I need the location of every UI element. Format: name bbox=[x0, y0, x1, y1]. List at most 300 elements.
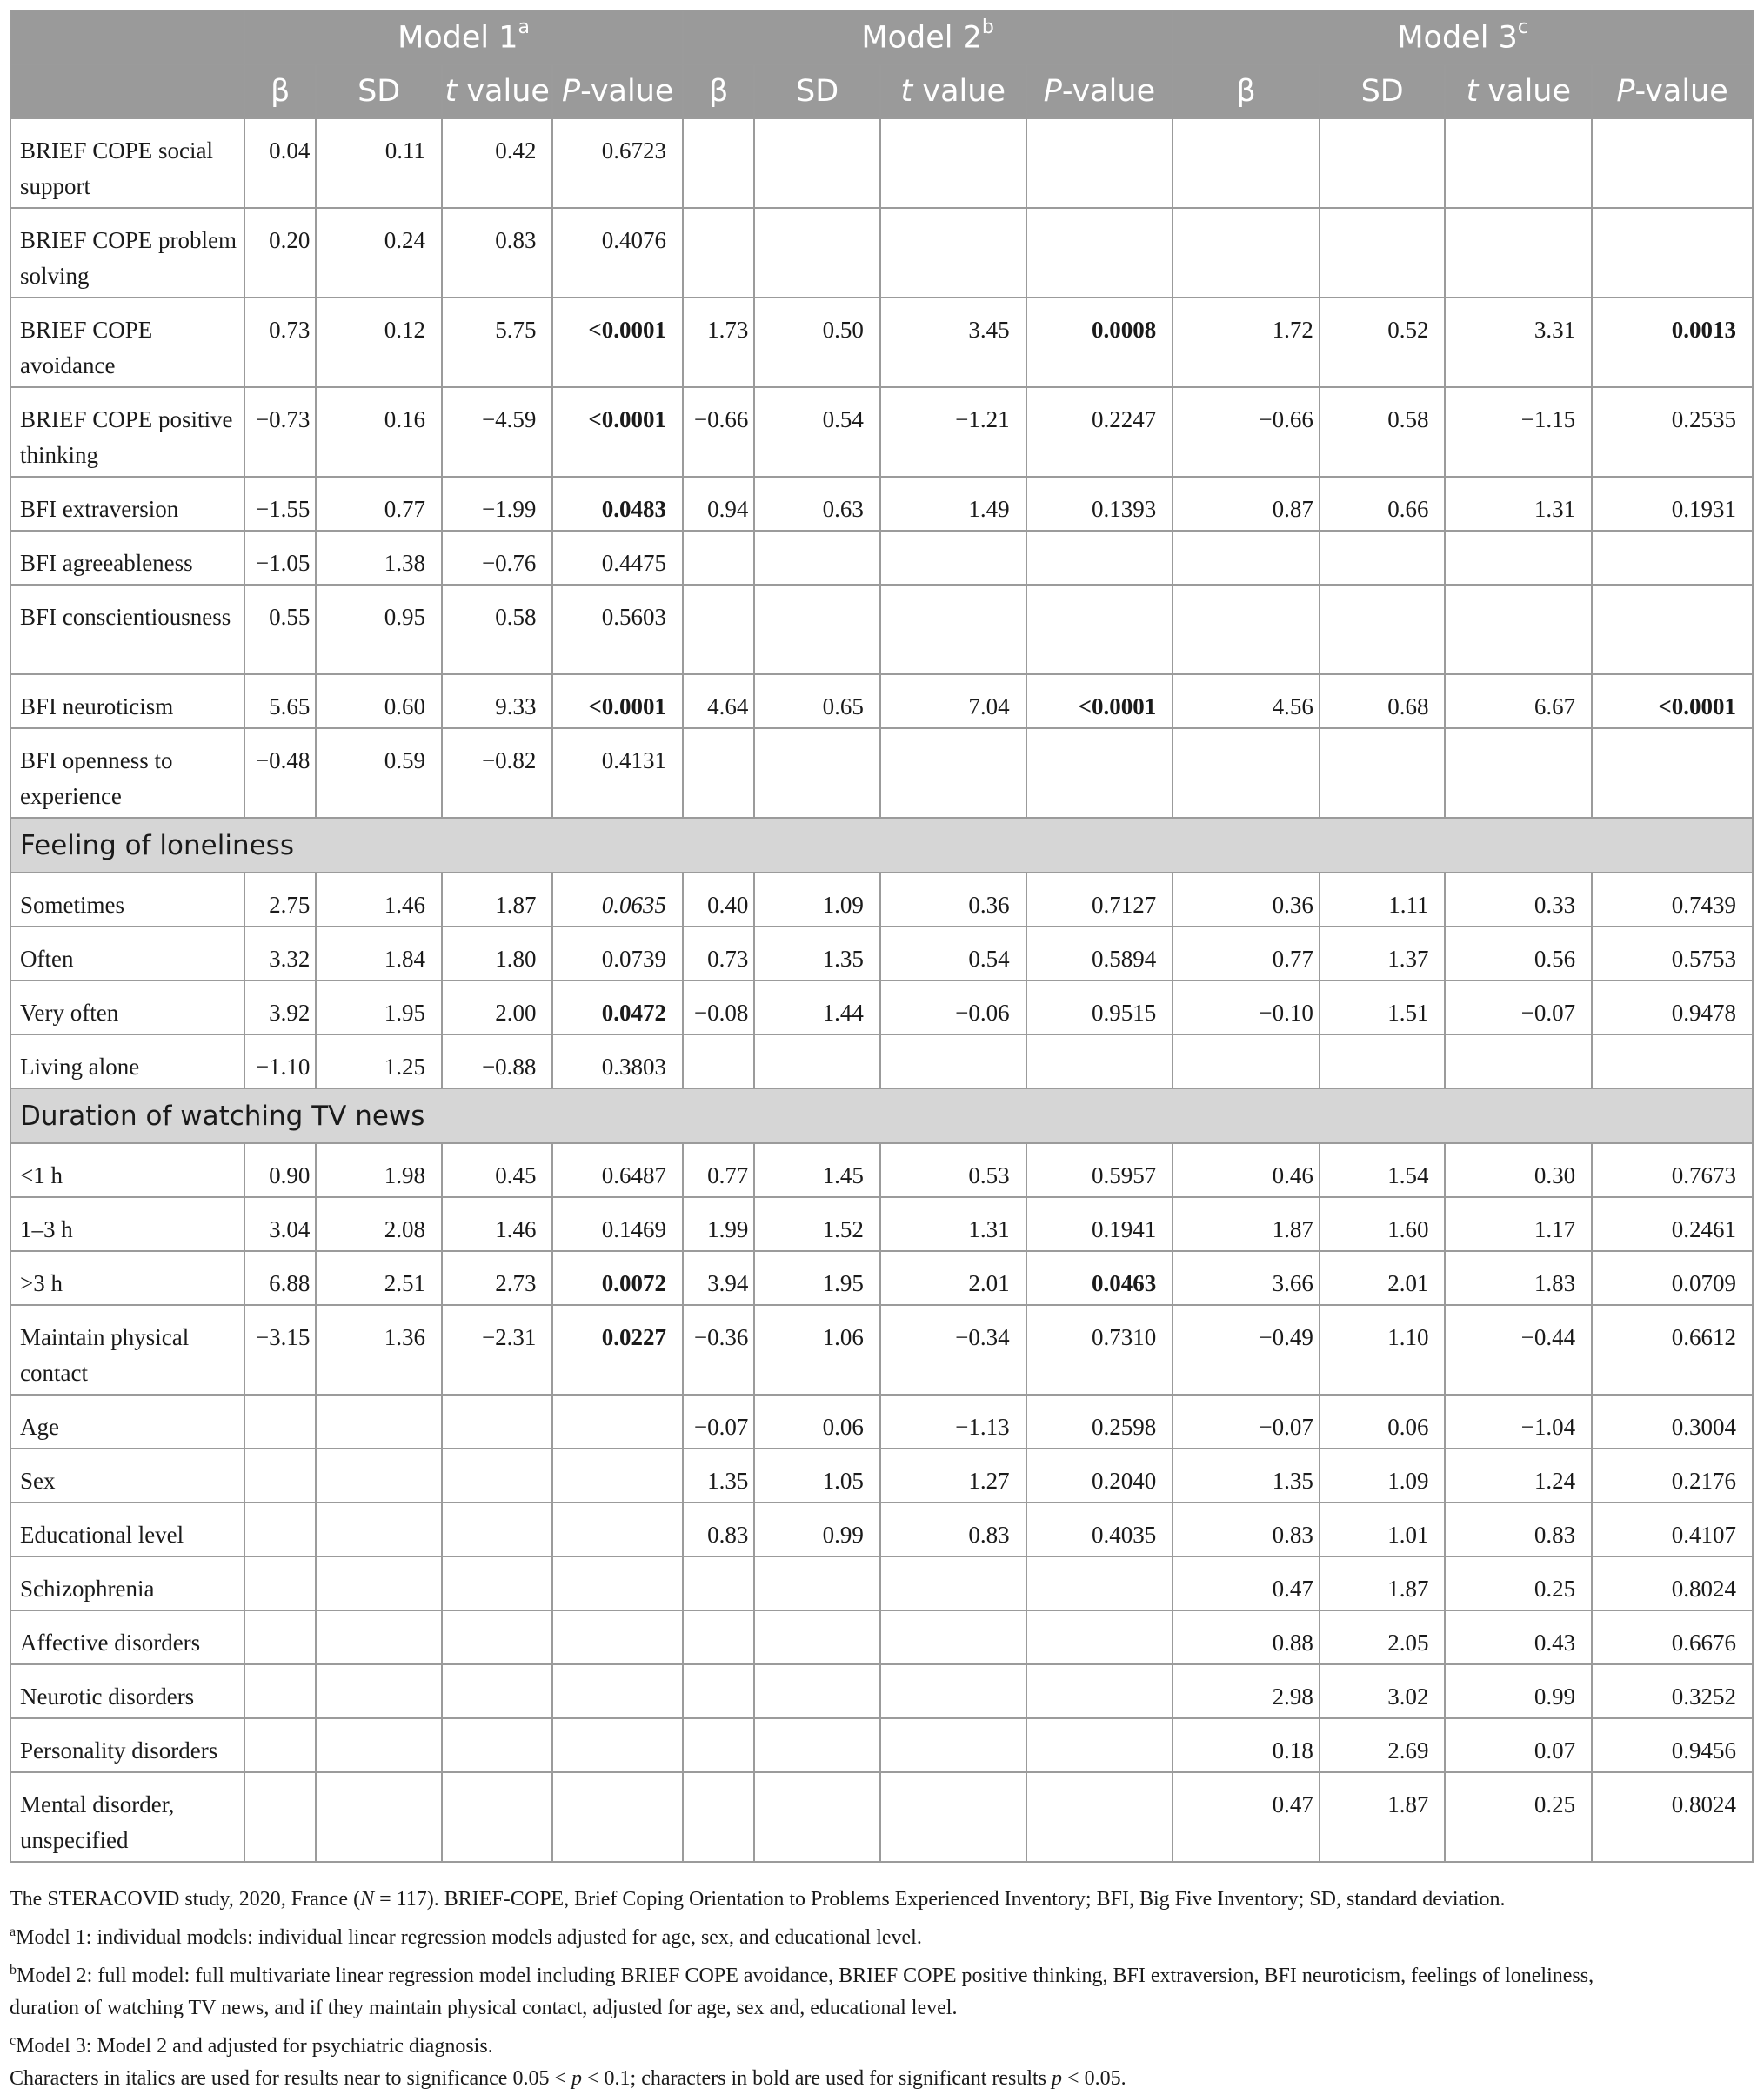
p-value-cell: 0.7673 bbox=[1592, 1143, 1753, 1197]
t-value-cell: −0.76 bbox=[442, 531, 553, 585]
t-value-cell: 0.30 bbox=[1445, 1143, 1592, 1197]
sd-cell: 1.60 bbox=[1320, 1197, 1446, 1251]
t-value-cell bbox=[442, 1664, 553, 1718]
row-label: Sometimes bbox=[10, 873, 244, 927]
beta-cell: −0.36 bbox=[683, 1305, 754, 1395]
p-value-cell: <0.0001 bbox=[552, 387, 683, 477]
t-value-cell: 1.49 bbox=[880, 477, 1026, 531]
row-label: Age bbox=[10, 1395, 244, 1449]
beta-cell bbox=[683, 531, 754, 585]
header-t-value-m1: t value bbox=[442, 64, 553, 118]
table-row bbox=[10, 1251, 1753, 1305]
beta-cell bbox=[683, 1718, 754, 1772]
p-value-cell: 0.8024 bbox=[1592, 1772, 1753, 1862]
sd-cell bbox=[1320, 531, 1446, 585]
t-value-cell bbox=[442, 1503, 553, 1556]
t-value-cell bbox=[442, 1395, 553, 1449]
beta-cell bbox=[1173, 728, 1320, 818]
t-value-cell bbox=[1445, 118, 1592, 208]
sd-cell bbox=[754, 118, 880, 208]
sd-cell: 0.50 bbox=[754, 298, 880, 387]
header-sd-m3: SD bbox=[1320, 64, 1446, 118]
p-value-cell: 0.1941 bbox=[1026, 1197, 1173, 1251]
t-value-cell: 2.01 bbox=[880, 1251, 1026, 1305]
t-value-cell: −0.88 bbox=[442, 1034, 553, 1088]
header-blank bbox=[10, 10, 244, 64]
p-value-cell: 0.7439 bbox=[1592, 873, 1753, 927]
p-value-cell: 0.6723 bbox=[552, 118, 683, 208]
beta-cell bbox=[1173, 1034, 1320, 1088]
sd-cell: 1.46 bbox=[316, 873, 442, 927]
p-value-cell bbox=[552, 1772, 683, 1862]
regression-table-container bbox=[10, 10, 1754, 1863]
table-row bbox=[10, 674, 1753, 728]
t-value-cell: 1.31 bbox=[1445, 477, 1592, 531]
t-value-cell: 0.83 bbox=[442, 208, 553, 298]
p-value-cell: <0.0001 bbox=[552, 674, 683, 728]
row-label: Educational level bbox=[10, 1503, 244, 1556]
sd-cell: 0.65 bbox=[754, 674, 880, 728]
beta-cell bbox=[683, 1664, 754, 1718]
beta-cell: 0.90 bbox=[244, 1143, 316, 1197]
p-value-cell bbox=[552, 1395, 683, 1449]
beta-cell bbox=[244, 1395, 316, 1449]
t-value-cell: −2.31 bbox=[442, 1305, 553, 1395]
t-value-cell bbox=[880, 1718, 1026, 1772]
t-value-cell: 0.43 bbox=[1445, 1610, 1592, 1664]
p-value-cell bbox=[1026, 531, 1173, 585]
t-value-cell: −0.44 bbox=[1445, 1305, 1592, 1395]
row-label: Mental disorder, unspecified bbox=[10, 1772, 244, 1862]
p-value-cell: 0.6487 bbox=[552, 1143, 683, 1197]
p-value-cell: 0.5753 bbox=[1592, 927, 1753, 981]
t-value-cell bbox=[880, 1034, 1026, 1088]
p-value-cell bbox=[1592, 728, 1753, 818]
t-value-cell bbox=[442, 1610, 553, 1664]
beta-cell: −0.66 bbox=[683, 387, 754, 477]
beta-cell: 0.83 bbox=[1173, 1503, 1320, 1556]
t-value-cell: 1.80 bbox=[442, 927, 553, 981]
t-value-cell: −1.99 bbox=[442, 477, 553, 531]
t-value-cell: 0.83 bbox=[880, 1503, 1026, 1556]
t-value-cell: −0.06 bbox=[880, 981, 1026, 1034]
sd-cell: 3.02 bbox=[1320, 1664, 1446, 1718]
sd-cell bbox=[754, 208, 880, 298]
beta-cell: −0.10 bbox=[1173, 981, 1320, 1034]
p-value-cell: 0.2040 bbox=[1026, 1449, 1173, 1503]
row-label: <1 h bbox=[10, 1143, 244, 1197]
sd-cell: 1.84 bbox=[316, 927, 442, 981]
t-value-cell bbox=[880, 1772, 1026, 1862]
t-value-cell: 1.24 bbox=[1445, 1449, 1592, 1503]
p-value-cell: 0.0072 bbox=[552, 1251, 683, 1305]
sd-cell bbox=[1320, 118, 1446, 208]
sd-cell bbox=[754, 1718, 880, 1772]
t-value-cell bbox=[1445, 728, 1592, 818]
beta-cell: −0.07 bbox=[1173, 1395, 1320, 1449]
t-value-cell: 6.67 bbox=[1445, 674, 1592, 728]
t-value-cell: 3.45 bbox=[880, 298, 1026, 387]
footnote-b: $^b$Model 2: full model: full multivariate linear regression model including BRIEF COPE avoidance, BRIEF COPE positive thinking, BFI extraversion, BFI neuroticism, feelings of loneliness, duration of watching TV news, and if they maintain physical contact, adjusted for age, sex and, educational level. bbox=[10, 1963, 1594, 2019]
sd-cell bbox=[316, 1449, 442, 1503]
regression-table bbox=[10, 10, 1754, 1863]
t-value-cell bbox=[442, 1556, 553, 1610]
beta-cell: 0.77 bbox=[683, 1143, 754, 1197]
p-value-cell: 0.5894 bbox=[1026, 927, 1173, 981]
p-value-cell bbox=[1026, 1718, 1173, 1772]
sd-cell bbox=[754, 1610, 880, 1664]
sd-cell bbox=[316, 1772, 442, 1862]
sd-cell: 1.38 bbox=[316, 531, 442, 585]
sd-cell: 1.45 bbox=[754, 1143, 880, 1197]
p-value-cell bbox=[1026, 585, 1173, 674]
sd-cell: 0.60 bbox=[316, 674, 442, 728]
section-title: Feeling of loneliness bbox=[10, 818, 1753, 873]
beta-cell: 1.73 bbox=[683, 298, 754, 387]
p-value-cell: 0.6612 bbox=[1592, 1305, 1753, 1395]
beta-cell bbox=[244, 1503, 316, 1556]
sd-cell: 0.77 bbox=[316, 477, 442, 531]
row-label: Schizophrenia bbox=[10, 1556, 244, 1610]
sd-cell: 1.95 bbox=[316, 981, 442, 1034]
p-value-cell: <0.0001 bbox=[1026, 674, 1173, 728]
p-value-cell bbox=[552, 1610, 683, 1664]
beta-cell: 0.73 bbox=[244, 298, 316, 387]
row-label: Affective disorders bbox=[10, 1610, 244, 1664]
t-value-cell bbox=[1445, 585, 1592, 674]
beta-cell bbox=[683, 118, 754, 208]
row-label: >3 h bbox=[10, 1251, 244, 1305]
beta-cell bbox=[244, 1718, 316, 1772]
beta-cell: −3.15 bbox=[244, 1305, 316, 1395]
table-body bbox=[10, 118, 1753, 1862]
sd-cell: 1.87 bbox=[1320, 1772, 1446, 1862]
p-value-cell bbox=[1026, 1664, 1173, 1718]
row-label: 1–3 h bbox=[10, 1197, 244, 1251]
sd-cell: 0.68 bbox=[1320, 674, 1446, 728]
t-value-cell: 0.53 bbox=[880, 1143, 1026, 1197]
beta-cell: 0.77 bbox=[1173, 927, 1320, 981]
header-beta-m1: β bbox=[244, 64, 316, 118]
sd-cell bbox=[754, 531, 880, 585]
row-label: Neurotic disorders bbox=[10, 1664, 244, 1718]
beta-cell: −1.10 bbox=[244, 1034, 316, 1088]
sd-cell: 1.95 bbox=[754, 1251, 880, 1305]
p-value-cell bbox=[1026, 208, 1173, 298]
sd-cell bbox=[754, 585, 880, 674]
table-row bbox=[10, 1556, 1753, 1610]
t-value-cell bbox=[442, 1718, 553, 1772]
beta-cell: −0.08 bbox=[683, 981, 754, 1034]
row-label: BFI openness to experience bbox=[10, 728, 244, 818]
beta-cell bbox=[683, 1034, 754, 1088]
footnote-significance: Characters in italics are used for results near to significance 0.05 < p < 0.1; characters in bold are used for significant results p < 0.05. bbox=[10, 2067, 1126, 2090]
beta-cell: 2.98 bbox=[1173, 1664, 1320, 1718]
beta-cell: 0.46 bbox=[1173, 1143, 1320, 1197]
p-value-cell bbox=[1026, 1772, 1173, 1862]
sd-cell: 0.24 bbox=[316, 208, 442, 298]
beta-cell bbox=[1173, 118, 1320, 208]
p-value-cell: <0.0001 bbox=[1592, 674, 1753, 728]
p-value-cell: 0.2535 bbox=[1592, 387, 1753, 477]
p-value-cell: 0.4107 bbox=[1592, 1503, 1753, 1556]
footnote-a: $^a$Model 1: individual models: individual linear regression models adjusted for age, sex, and educational level. bbox=[10, 1924, 922, 1949]
p-value-cell: 0.5603 bbox=[552, 585, 683, 674]
sd-cell bbox=[754, 728, 880, 818]
p-value-cell: 0.7127 bbox=[1026, 873, 1173, 927]
beta-cell: 0.55 bbox=[244, 585, 316, 674]
table-row bbox=[10, 387, 1753, 477]
beta-cell: 3.66 bbox=[1173, 1251, 1320, 1305]
footnote-c: $^c$Model 3: Model 2 and adjusted for psychiatric diagnosis. bbox=[10, 2033, 493, 2058]
beta-cell: 4.56 bbox=[1173, 674, 1320, 728]
p-value-cell bbox=[1592, 531, 1753, 585]
t-value-cell: 9.33 bbox=[442, 674, 553, 728]
sd-cell: 2.01 bbox=[1320, 1251, 1446, 1305]
p-value-cell bbox=[1592, 118, 1753, 208]
sd-cell bbox=[1320, 585, 1446, 674]
t-value-cell: 0.54 bbox=[880, 927, 1026, 981]
sd-cell: 2.51 bbox=[316, 1251, 442, 1305]
sd-cell: 2.69 bbox=[1320, 1718, 1446, 1772]
sd-cell: 1.25 bbox=[316, 1034, 442, 1088]
section-header-row bbox=[10, 1088, 1753, 1143]
header-blank-2 bbox=[10, 64, 244, 118]
row-label: Often bbox=[10, 927, 244, 981]
table-row bbox=[10, 728, 1753, 818]
p-value-cell: 0.3004 bbox=[1592, 1395, 1753, 1449]
sd-cell: 1.54 bbox=[1320, 1143, 1446, 1197]
p-value-cell: 0.0463 bbox=[1026, 1251, 1173, 1305]
table-row bbox=[10, 1449, 1753, 1503]
table-row bbox=[10, 873, 1753, 927]
p-value-cell: 0.4035 bbox=[1026, 1503, 1173, 1556]
sd-cell: 1.44 bbox=[754, 981, 880, 1034]
beta-cell: 0.73 bbox=[683, 927, 754, 981]
p-value-cell: 0.2598 bbox=[1026, 1395, 1173, 1449]
t-value-cell bbox=[880, 1610, 1026, 1664]
t-value-cell: 2.00 bbox=[442, 981, 553, 1034]
row-label: BFI agreeableness bbox=[10, 531, 244, 585]
p-value-cell: 0.8024 bbox=[1592, 1556, 1753, 1610]
t-value-cell: −0.34 bbox=[880, 1305, 1026, 1395]
sd-cell: 1.06 bbox=[754, 1305, 880, 1395]
t-value-cell bbox=[880, 728, 1026, 818]
section-header-row bbox=[10, 818, 1753, 873]
p-value-cell: 0.5957 bbox=[1026, 1143, 1173, 1197]
p-value-cell: 0.0739 bbox=[552, 927, 683, 981]
beta-cell bbox=[683, 1772, 754, 1862]
row-label: BRIEF COPE positive thinking bbox=[10, 387, 244, 477]
header-model-1: Model 1$^a$ bbox=[244, 10, 683, 64]
beta-cell: −0.07 bbox=[683, 1395, 754, 1449]
t-value-cell: 5.75 bbox=[442, 298, 553, 387]
t-value-cell: −1.15 bbox=[1445, 387, 1592, 477]
row-label: BFI conscientiousness bbox=[10, 585, 244, 674]
p-value-cell bbox=[1026, 1610, 1173, 1664]
beta-cell: −0.66 bbox=[1173, 387, 1320, 477]
sd-cell: 1.05 bbox=[754, 1449, 880, 1503]
row-label: BRIEF COPE problem solving bbox=[10, 208, 244, 298]
sd-cell bbox=[316, 1664, 442, 1718]
t-value-cell: 1.46 bbox=[442, 1197, 553, 1251]
sd-cell: 0.06 bbox=[1320, 1395, 1446, 1449]
footnote-study: The STERACOVID study, 2020, France (N = 117). BRIEF-COPE, Brief Coping Orientation to Problems Experienced Inventory; BFI, Big Five Inventory; SD, standard deviation. bbox=[10, 1888, 1506, 1911]
t-value-cell: 0.25 bbox=[1445, 1556, 1592, 1610]
t-value-cell: 0.56 bbox=[1445, 927, 1592, 981]
sd-cell: 0.52 bbox=[1320, 298, 1446, 387]
p-value-cell bbox=[1026, 118, 1173, 208]
sd-cell: 2.05 bbox=[1320, 1610, 1446, 1664]
p-value-cell: 0.1931 bbox=[1592, 477, 1753, 531]
table-row bbox=[10, 1664, 1753, 1718]
table-row bbox=[10, 1503, 1753, 1556]
p-value-cell: 0.2176 bbox=[1592, 1449, 1753, 1503]
sd-cell bbox=[1320, 1034, 1446, 1088]
beta-cell: 1.35 bbox=[683, 1449, 754, 1503]
beta-cell: 0.83 bbox=[683, 1503, 754, 1556]
beta-cell bbox=[683, 585, 754, 674]
beta-cell: 4.64 bbox=[683, 674, 754, 728]
sd-cell: 0.58 bbox=[1320, 387, 1446, 477]
header-row-stats bbox=[10, 64, 1753, 118]
t-value-cell: 0.83 bbox=[1445, 1503, 1592, 1556]
sd-cell: 1.10 bbox=[1320, 1305, 1446, 1395]
t-value-cell bbox=[880, 531, 1026, 585]
p-value-cell bbox=[552, 1718, 683, 1772]
table-row bbox=[10, 118, 1753, 208]
p-value-cell bbox=[552, 1664, 683, 1718]
beta-cell: 0.88 bbox=[1173, 1610, 1320, 1664]
header-model-3: Model 3$^c$ bbox=[1173, 10, 1753, 64]
beta-cell: 1.87 bbox=[1173, 1197, 1320, 1251]
sd-cell: 0.11 bbox=[316, 118, 442, 208]
beta-cell: 5.65 bbox=[244, 674, 316, 728]
sd-cell bbox=[316, 1718, 442, 1772]
sd-cell: 0.16 bbox=[316, 387, 442, 477]
table-row bbox=[10, 208, 1753, 298]
t-value-cell bbox=[1445, 1034, 1592, 1088]
header-p-value-m3: P-value bbox=[1592, 64, 1753, 118]
table-footnotes bbox=[10, 1884, 1758, 2095]
sd-cell: 0.95 bbox=[316, 585, 442, 674]
sd-cell: 0.12 bbox=[316, 298, 442, 387]
sd-cell: 0.63 bbox=[754, 477, 880, 531]
beta-cell: 0.20 bbox=[244, 208, 316, 298]
beta-cell: 1.35 bbox=[1173, 1449, 1320, 1503]
beta-cell bbox=[1173, 585, 1320, 674]
p-value-cell: 0.2461 bbox=[1592, 1197, 1753, 1251]
beta-cell: −0.73 bbox=[244, 387, 316, 477]
sd-cell: 2.08 bbox=[316, 1197, 442, 1251]
sd-cell: 1.98 bbox=[316, 1143, 442, 1197]
beta-cell: 0.36 bbox=[1173, 873, 1320, 927]
beta-cell: 0.47 bbox=[1173, 1556, 1320, 1610]
sd-cell: 1.09 bbox=[754, 873, 880, 927]
beta-cell: −1.55 bbox=[244, 477, 316, 531]
t-value-cell: 0.99 bbox=[1445, 1664, 1592, 1718]
beta-cell bbox=[683, 1556, 754, 1610]
t-value-cell: 0.07 bbox=[1445, 1718, 1592, 1772]
p-value-cell: 0.9515 bbox=[1026, 981, 1173, 1034]
t-value-cell: −0.82 bbox=[442, 728, 553, 818]
header-t-value-m3: t value bbox=[1445, 64, 1592, 118]
t-value-cell: 0.42 bbox=[442, 118, 553, 208]
p-value-cell: 0.9456 bbox=[1592, 1718, 1753, 1772]
t-value-cell bbox=[880, 585, 1026, 674]
t-value-cell: 0.58 bbox=[442, 585, 553, 674]
p-value-cell: 0.1393 bbox=[1026, 477, 1173, 531]
header-p-value-m2: P-value bbox=[1026, 64, 1173, 118]
table-row bbox=[10, 1143, 1753, 1197]
p-value-cell: 0.0227 bbox=[552, 1305, 683, 1395]
sd-cell: 1.87 bbox=[1320, 1556, 1446, 1610]
sd-cell: 1.09 bbox=[1320, 1449, 1446, 1503]
sd-cell: 0.06 bbox=[754, 1395, 880, 1449]
sd-cell: 0.59 bbox=[316, 728, 442, 818]
t-value-cell: −0.07 bbox=[1445, 981, 1592, 1034]
row-label: Sex bbox=[10, 1449, 244, 1503]
t-value-cell bbox=[880, 118, 1026, 208]
t-value-cell: 1.87 bbox=[442, 873, 553, 927]
beta-cell bbox=[244, 1449, 316, 1503]
beta-cell: 3.94 bbox=[683, 1251, 754, 1305]
beta-cell bbox=[1173, 531, 1320, 585]
p-value-cell bbox=[1592, 1034, 1753, 1088]
t-value-cell: 1.17 bbox=[1445, 1197, 1592, 1251]
p-value-cell bbox=[1592, 208, 1753, 298]
t-value-cell bbox=[880, 1556, 1026, 1610]
beta-cell bbox=[244, 1556, 316, 1610]
table-row bbox=[10, 1718, 1753, 1772]
t-value-cell bbox=[880, 208, 1026, 298]
table-row bbox=[10, 1772, 1753, 1862]
table-row bbox=[10, 477, 1753, 531]
beta-cell: 1.72 bbox=[1173, 298, 1320, 387]
sd-cell bbox=[316, 1503, 442, 1556]
p-value-cell: 0.0013 bbox=[1592, 298, 1753, 387]
sd-cell bbox=[754, 1664, 880, 1718]
t-value-cell: −1.04 bbox=[1445, 1395, 1592, 1449]
beta-cell: −0.48 bbox=[244, 728, 316, 818]
row-label: Living alone bbox=[10, 1034, 244, 1088]
p-value-cell bbox=[552, 1556, 683, 1610]
beta-cell bbox=[244, 1610, 316, 1664]
sd-cell: 0.99 bbox=[754, 1503, 880, 1556]
section-title: Duration of watching TV news bbox=[10, 1088, 1753, 1143]
table-row bbox=[10, 531, 1753, 585]
sd-cell bbox=[316, 1610, 442, 1664]
p-value-cell: 0.0472 bbox=[552, 981, 683, 1034]
t-value-cell: 0.33 bbox=[1445, 873, 1592, 927]
sd-cell bbox=[316, 1395, 442, 1449]
table-row bbox=[10, 1395, 1753, 1449]
table-row bbox=[10, 981, 1753, 1034]
t-value-cell: 0.25 bbox=[1445, 1772, 1592, 1862]
row-label: Maintain physical contact bbox=[10, 1305, 244, 1395]
header-sd-m2: SD bbox=[754, 64, 880, 118]
t-value-cell: 0.45 bbox=[442, 1143, 553, 1197]
header-row-models bbox=[10, 10, 1753, 64]
sd-cell bbox=[1320, 208, 1446, 298]
beta-cell: 1.99 bbox=[683, 1197, 754, 1251]
beta-cell: 0.18 bbox=[1173, 1718, 1320, 1772]
table-row bbox=[10, 585, 1753, 674]
p-value-cell: 0.3252 bbox=[1592, 1664, 1753, 1718]
beta-cell: 0.40 bbox=[683, 873, 754, 927]
beta-cell: 0.87 bbox=[1173, 477, 1320, 531]
sd-cell: 1.37 bbox=[1320, 927, 1446, 981]
